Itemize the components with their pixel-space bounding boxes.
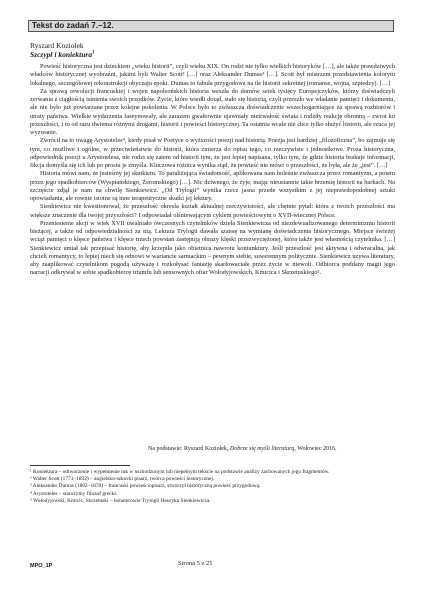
source-citation <box>148 445 336 453</box>
source-prefix: Na podstawie: Ryszard Koziołek, <box>148 446 230 452</box>
paragraph: Sienkiewicz nie kwestionował, że przeszłość okresla kształt aktualnej rzeczywistości, ale chętnie pytał: która z twoich przeszłości ma większe znaczenie dla twojej przyszłości? I odpowiadał olśniewającym cyklem powieściowym o XVII-wiecznej Polsce. <box>30 203 395 219</box>
paragraph: Za sprawą rewolucji francuskiej i wojen napoleońskich historia weszła do domów setek tysięcy Europejczyków, którzy doświadczyli zerwania z ciągłością istnienia swoich przodków. Życie, które wiedli dotąd, stało się historią, czyli przeszło we władanie pamięci i dokumentu, ale nie było już powtarzane przez kolejne pokolenia. W Polsce było to zwłaszcza doświadczenie wszechogarniające za sprawą rozbiorów i utraty państwa. Wielkie wydarzenia faseynowały, ale zarazem gwałtownie ujawniały nietrwałość świata i rodziły reakcję obronną – zwrot ku przeszłości, i to od razu dwiema różnymi drogami, historii i powieści historycznej. Ta ostatnia wcale nie chce tylko służyć historii, ale rzuca jej wyzwanie. <box>30 87 395 136</box>
section-label: Tekst do zadań 7.–12. <box>32 21 114 30</box>
title-footnote-marker: 1 <box>92 50 95 56</box>
article-body <box>30 63 395 278</box>
footnote: ³ Aleksander Dumas (1802–1870) – francuski powieściopisarz, stworzył historyczną powieść przygodową. <box>30 483 261 490</box>
page-number: Strona 5 z 21 <box>178 560 213 567</box>
exam-code: MPO_1P <box>30 563 53 569</box>
article-author: Ryszard Koziołek <box>30 41 84 50</box>
paragraph: Zwrócił na to uwagę Arystoteles⁴, kiedy pisał w Poetyce o wyższości poezji nad historią. Poezja jest bardziej „filozoficzna”, bo zajmuje się tym, co możliwe i ogólne, w przeciwieństwie do historii, która zmierza do opisu tego, co rzeczywiste i jednostkowe. Proza historyczna, odpowiednik poezji u Arystotelesa, nie rodzi się zatem od historii tym, że jest lepiej napisana, tylko tym, że gdzie historia brakuje informacji, fikcja domyśla się ich lub po prostu je zmyśla. Kluczowa różnica wynika stąd, że powieść nie mówi o przeszłości, że była, ale że „jest”. […] <box>30 137 395 169</box>
source-title: Dobrze się myśli literaturą <box>229 446 295 452</box>
footnotes <box>30 469 395 505</box>
paragraph: Przeniesienie akcji w wiek XVII uwalniało ówczesnych czytelników dzieła Sienkiewicza od niezdewualizowanego determinizmu historii bieżącej, a także od odpowiedzialności za nią. Lektura Trylogii dawała szansę na wymianę doświadczenia historycznego. Miejsce świeżej wciąż pamięci o klęsce państwa i klęsce trzech powstań zastępują obrazy klęski przezwyciężonej, która także jest własnością czytelnika. […] Sienkiewicz umiał tak przepisać historię, aby krzepiła jako obietnica nawrotu koniunktury. Jeśli przeszłość jest aktywna i odwracalna, jak chcieli romantycy, to lepiej niech się odnowi w wariancie sarmackim – pewnym siebie, suwerennym politycznie. Sienkiewicz używa literatury, aby zaaplikować czytelnikom pogodą używażę i rozkołysać fantazję skarłowaciałe przez życie w niewoli. Odbiorca poddany magii jego narracji odkrywał w sobie spadkobiercę triumfu lub sensownych ofiar Wołodyjowskich, Kmicica i Skrzetuskiego⁵. <box>30 219 395 277</box>
section-header <box>28 20 394 32</box>
article-title-text: Szczypł i koniektura <box>30 50 93 59</box>
source-suffix: , Wołowiec 2016. <box>294 446 337 452</box>
footnote: ⁵ Wołodyjowski, Kmicic, Skrzetuski – bohaterowie Trylogii Henryka Sienkiewicza. <box>30 497 211 504</box>
article-title <box>30 50 95 59</box>
footnote: ¹ Koniektura – odtworzenie i wypełnienie luk w uszkodzonym lub niepełnym tekście na podstawie analizy zachowanych jego fragmentów. <box>30 469 330 475</box>
footnote: ² Walter Scott (1771–1832) – angielsko-szkocki pisarz, twórca powieści historycznej. <box>30 476 215 483</box>
paragraph: Historia mówi nam, że jesteśmy jej skutkiem. To paraliżująca świadomość, aplikowana nam boleśnie zwłaszcza przez romantyzm, a potem przez jego spadkobierców (Wyspiańskiego, Żeromskiego) […]. Nic dziwnego, że żyje, mając nieustannie takie brzemię historii na barkach. Na szczęście zdjął je nam na chwilę Sienkiewicz. „Od Trylogii” wynika rzecz jasna przede wszystkim z jej nieprawdopodobnej sztuki opowiadania, ale rownie istotne są inne terapeutyczne skutki jej lektury. <box>30 170 395 202</box>
footnote: ⁴ Arystoteles – starożytny filozof grecki. <box>30 490 118 497</box>
footnote-divider <box>30 465 130 466</box>
paragraph: Powieść historyczna jest dzieckiem „wieku historii”, czyli wieku XIX. On rodzi nie tylko wielkich historyków […], ale także prawdziwych władców historycznej wyobraźni, jakimi byli Walter Scott² […] oraz Aleksander Dumas³ […]. Scott był mistrzem przedstawienia kolorytu lokalnego, szczegółowej rekonstrukcji obyczaju epoki. Dumas to fabuła przygodowa na tle historii sekretnej (romanse, wojna, szpiedzy). […] <box>30 63 395 87</box>
